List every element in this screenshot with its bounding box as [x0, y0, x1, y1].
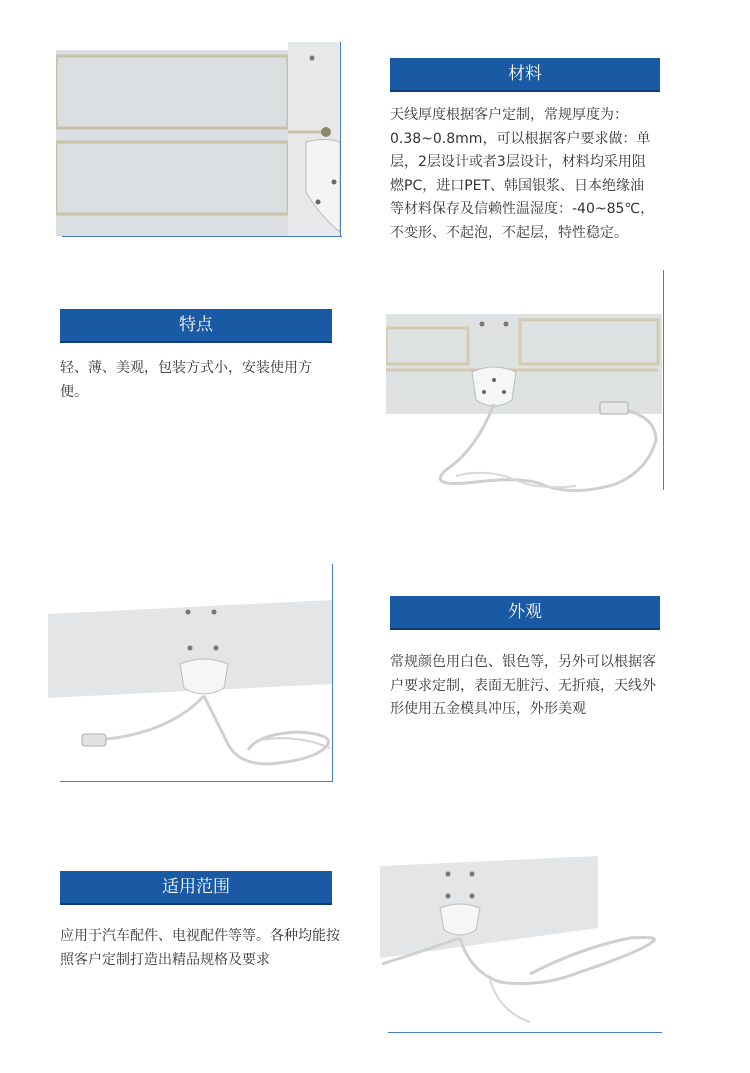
- photo-side-rule: [340, 42, 341, 236]
- photo-underline: [62, 236, 342, 237]
- photo-side-rule: [663, 270, 664, 490]
- photo-underline: [60, 781, 332, 782]
- section-body-features: 轻、薄、美观，包装方式小，安装使用方便。: [60, 360, 312, 400]
- photo-side-rule: [332, 564, 333, 782]
- antenna-photo-closeup: [56, 42, 340, 236]
- antenna-photo-front: [48, 564, 332, 782]
- section-title-features: 特点: [60, 309, 332, 343]
- section-body-materials: 天线厚度根据客户定制，常规厚度为：0.38~0.8mm，可以根据客户要求做：单层，2层设计或者3层设计，材料均采用阻燃PC，进口PET、韩国银浆、日本绝缘油等材料保存及信赖性温湿度：-40~85℃，不变形、不起泡，不起层，特性稳定。: [390, 107, 655, 241]
- photo-underline: [388, 1032, 662, 1033]
- section-body-appearance: 常规颜色用白色、银色等，另外可以根据客户要求定制，表面无脏污、无折痕，天线外形使用五金模具冲压，外形美观: [390, 654, 656, 717]
- section-title-materials: 材料: [390, 58, 660, 92]
- antenna-photo-angled: [380, 852, 662, 1032]
- section-body-application: 应用于汽车配件、电视配件等等。各种均能按照客户定制打造出精品规格及要求: [60, 928, 340, 968]
- section-title-appearance: 外观: [390, 596, 660, 630]
- section-title-application: 适用范围: [60, 871, 332, 905]
- antenna-photo-with-usb-cable: [386, 300, 662, 496]
